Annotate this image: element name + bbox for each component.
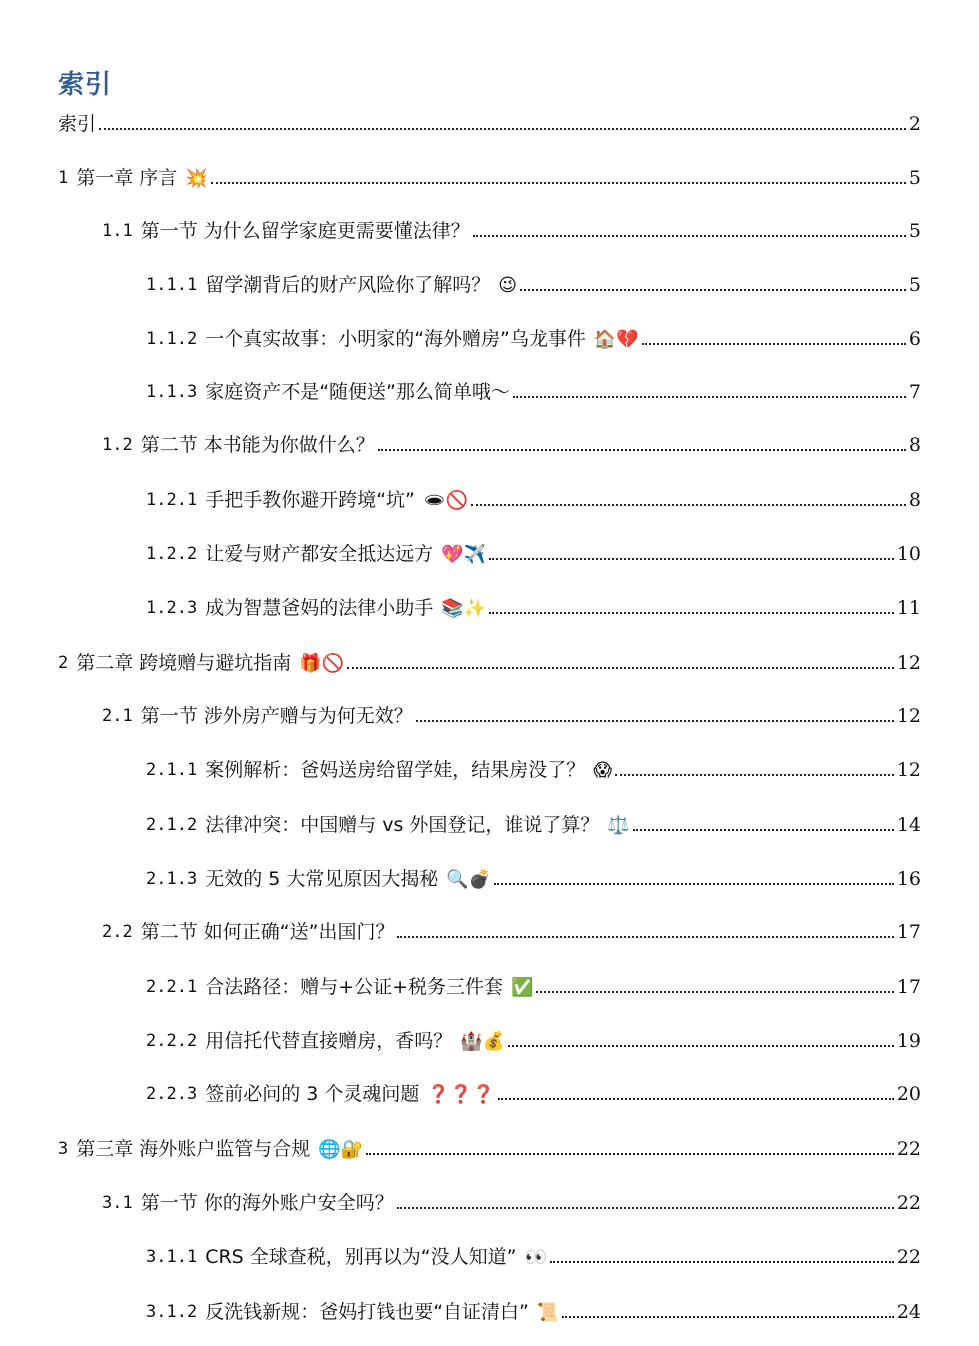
- toc-entry-1-2-1[interactable]: [146, 484, 921, 512]
- magnifier-bomb-icon: 🔍💣: [446, 869, 492, 890]
- toc-entry-3-1-1[interactable]: [146, 1241, 921, 1269]
- dot-leader: [498, 1098, 894, 1100]
- toc-entry-title: CRS 全球查税，别再以为“没人知道”: [205, 1246, 517, 1268]
- toc-entry-1-1-1[interactable]: [146, 269, 921, 297]
- toc-entry-number: 1.1.2: [146, 329, 198, 349]
- toc-entry-section-2-2[interactable]: [102, 916, 921, 944]
- toc-entry-section-2-1[interactable]: [102, 700, 921, 728]
- toc-entry-2-2-1[interactable]: [146, 971, 921, 999]
- toc-entry-number: 2.1.3: [146, 869, 198, 889]
- hole-prohibited-icon: 🕳🚫: [422, 490, 469, 511]
- dot-leader: [366, 1153, 894, 1155]
- toc-entry-number: 2.2.3: [146, 1084, 198, 1104]
- toc-entry-2-1-2[interactable]: [146, 809, 921, 837]
- dot-leader: [99, 128, 906, 130]
- dot-leader: [536, 991, 893, 993]
- toc-entry-page: 12: [896, 705, 921, 727]
- toc-entry-page: 22: [896, 1192, 921, 1214]
- dot-leader: [520, 289, 906, 291]
- toc-entry-3-1-2[interactable]: [146, 1296, 921, 1324]
- toc-entry-title: 索引: [58, 113, 97, 135]
- dot-leader: [489, 612, 894, 614]
- toc-entry-page: 17: [896, 976, 921, 998]
- toc-entry-page: 8: [908, 434, 921, 456]
- toc-entry-page: 16: [896, 868, 921, 890]
- toc-entry-page: 5: [908, 274, 921, 296]
- toc-entry-number: 1.2.2: [146, 544, 198, 564]
- toc-entry-page: 5: [908, 167, 921, 189]
- toc-entry-title: 手把手教你避开跨境“坑”: [205, 489, 415, 511]
- toc-entry-number: 2.1: [102, 706, 133, 726]
- toc-entry-number: 2.2: [102, 922, 133, 942]
- toc-entry-number: 1.2.3: [146, 598, 198, 618]
- toc-entry-number: 3.1.2: [146, 1302, 198, 1322]
- toc-entry-title: 第一节 为什么留学家庭更需要懂法律？: [140, 220, 470, 242]
- toc-entry-page: 5: [908, 220, 921, 242]
- toc-entry-1-1-3[interactable]: [146, 376, 921, 404]
- dot-leader: [513, 396, 906, 398]
- dot-leader: [508, 1045, 894, 1047]
- toc-entry-chapter-1[interactable]: [58, 162, 921, 190]
- toc-entry-page: 12: [896, 759, 921, 781]
- toc-entry-number: 3.1: [102, 1193, 133, 1213]
- globe-lock-icon: 🌐🔐: [318, 1139, 364, 1160]
- collision-icon: 💥: [185, 168, 208, 189]
- toc-entry-number: 2: [58, 653, 69, 673]
- toc-entry-page: 10: [896, 543, 921, 565]
- toc-entry-1-2-2[interactable]: [146, 538, 921, 566]
- toc-entry-title: 第一节 涉外房产赠与为何无效？: [140, 705, 413, 727]
- toc-entry-number: 1.2: [102, 435, 133, 455]
- winking-face-icon: 😉: [498, 275, 517, 296]
- dot-leader: [489, 558, 894, 560]
- toc-entry-page: 17: [896, 921, 921, 943]
- toc-entry-page: 8: [908, 489, 921, 511]
- toc-entry-2-1-3[interactable]: [146, 863, 921, 891]
- toc-entry-section-1-2[interactable]: [102, 429, 921, 457]
- heart-airplane-icon: 💖✈️: [441, 544, 487, 565]
- toc-entry-2-2-3[interactable]: [146, 1078, 921, 1106]
- toc-entry-page: 24: [896, 1301, 921, 1323]
- toc-entry-title: 合法路径：赠与+公证+税务三件套: [205, 976, 504, 998]
- dot-leader: [550, 1261, 894, 1263]
- toc-entry-title: 案例解析：爸妈送房给留学娃，结果房没了？: [205, 759, 586, 781]
- toc-entry-number: 1.2.1: [146, 490, 198, 510]
- toc-entry-number: 1.1.3: [146, 382, 198, 402]
- dot-leader: [633, 829, 894, 831]
- dot-leader: [378, 449, 906, 451]
- page-title: 索引: [58, 70, 113, 100]
- toc-entry-title: 用信托代替直接赠房，香吗？: [205, 1030, 453, 1052]
- toc-entry-2-2-2[interactable]: [146, 1025, 921, 1053]
- toc-entry-chapter-3[interactable]: [58, 1133, 921, 1161]
- screaming-face-icon: 😱: [593, 760, 612, 781]
- dot-leader: [494, 883, 894, 885]
- toc-entry-page: 12: [896, 652, 921, 674]
- toc-entry-page: 2: [908, 113, 921, 135]
- dot-leader: [471, 504, 906, 506]
- scroll-icon: 📜: [536, 1302, 560, 1323]
- toc-entry-index[interactable]: [58, 108, 921, 136]
- toc-entry-title: 留学潮背后的财产风险你了解吗？: [205, 274, 491, 296]
- dot-leader: [211, 182, 906, 184]
- check-mark-icon: ✅: [511, 977, 534, 998]
- books-sparkles-icon: 📚✨: [441, 598, 487, 619]
- toc-entry-page: 22: [896, 1246, 921, 1268]
- toc-entry-title: 第一章 序言: [76, 167, 178, 189]
- toc-entry-number: 2.1.1: [146, 760, 198, 780]
- toc-entry-page: 22: [896, 1138, 921, 1160]
- dot-leader: [347, 667, 894, 669]
- toc-entry-title: 一个真实故事：小明家的“海外赠房”乌龙事件: [205, 328, 586, 350]
- toc-entry-title: 无效的 5 大常见原因大揭秘: [205, 868, 439, 890]
- dot-leader: [642, 343, 906, 345]
- toc-entry-page: 14: [896, 814, 921, 836]
- toc-entry-number: 2.2.2: [146, 1031, 198, 1051]
- toc-entry-number: 2.2.1: [146, 977, 198, 997]
- toc-entry-number: 3.1.1: [146, 1247, 198, 1267]
- toc-entry-2-1-1[interactable]: [146, 754, 921, 782]
- toc-entry-page: 7: [908, 381, 921, 403]
- toc-entry-title: 成为智慧爸妈的法律小助手: [205, 597, 434, 619]
- toc-entry-number: 3: [58, 1139, 69, 1159]
- dot-leader: [473, 235, 906, 237]
- toc-entry-title: 第一节 你的海外账户安全吗？: [140, 1192, 394, 1214]
- toc-entry-page: 19: [896, 1030, 921, 1052]
- toc-entry-title: 法律冲突：中国赠与 vs 外国登记，谁说了算？: [205, 814, 600, 836]
- question-marks-icon: ❓❓❓: [427, 1084, 495, 1105]
- house-broken-heart-icon: 🏠💔: [593, 329, 639, 350]
- dot-leader: [562, 1316, 894, 1318]
- toc-entry-page: 20: [896, 1083, 921, 1105]
- balance-scale-icon: ⚖️: [607, 815, 630, 836]
- toc-entry-title: 反洗钱新规：爸妈打钱也要“自证清白”: [205, 1301, 529, 1323]
- toc-entry-page: 6: [908, 328, 921, 350]
- toc-entry-section-1-1[interactable]: [102, 215, 921, 243]
- toc-entry-title: 家庭资产不是“随便送”那么简单哦～: [205, 381, 510, 403]
- toc-entry-title: 签前必问的 3 个灵魂问题: [205, 1083, 420, 1105]
- toc-entry-title: 第二节 本书能为你做什么？: [140, 434, 375, 456]
- toc-entry-1-1-2[interactable]: [146, 323, 921, 351]
- toc-entry-1-2-3[interactable]: [146, 592, 921, 620]
- toc-entry-title: 让爱与财产都安全抵达远方: [205, 543, 434, 565]
- toc-entry-section-3-1[interactable]: [102, 1187, 921, 1215]
- dot-leader: [397, 1207, 894, 1209]
- toc-entry-title: 第三章 海外账户监管与合规: [76, 1138, 311, 1160]
- toc-entry-title: 第二节 如何正确“送”出国门？: [140, 921, 395, 943]
- gift-prohibited-icon: 🎁🚫: [299, 653, 345, 674]
- dot-leader: [397, 936, 893, 938]
- toc-entry-number: 1.1: [102, 221, 133, 241]
- toc-entry-title: 第二章 跨境赠与避坑指南: [76, 652, 292, 674]
- toc-entry-number: 1: [58, 168, 69, 188]
- dot-leader: [615, 774, 894, 776]
- toc-entry-number: 2.1.2: [146, 815, 198, 835]
- dot-leader: [416, 720, 894, 722]
- castle-moneybag-icon: 🏰💰: [460, 1031, 506, 1052]
- eyes-icon: 👀: [524, 1247, 547, 1268]
- toc-entry-chapter-2[interactable]: [58, 647, 921, 675]
- toc-entry-page: 11: [896, 597, 921, 619]
- toc-entry-number: 1.1.1: [146, 275, 198, 295]
